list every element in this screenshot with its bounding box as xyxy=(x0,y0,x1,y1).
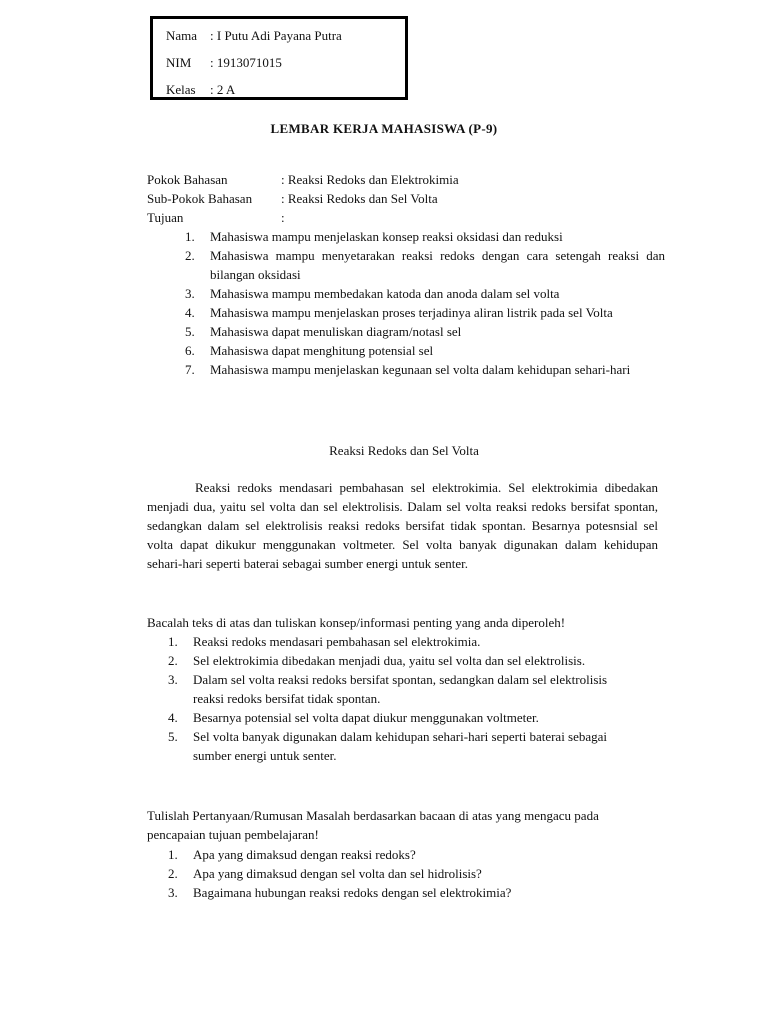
list-item: 1. Apa yang dimaksud dengan reaksi redoks? xyxy=(168,847,416,862)
informasi-list xyxy=(147,632,627,765)
meta-section xyxy=(147,170,667,227)
pokok-bahasan-label: Pokok Bahasan xyxy=(147,172,228,187)
list-item: 2. Sel elektrokimia dibedakan menjadi dua, yaitu sel volta dan sel elektrolisis. xyxy=(168,653,586,668)
pokok-bahasan-value: : Reaksi Redoks dan Elektrokimia xyxy=(281,172,459,187)
list-item: 3. Bagaimana hubungan reaksi redoks dengan sel elektrokimia? xyxy=(168,885,512,900)
nim-label: NIM xyxy=(166,55,192,70)
pokok-bahasan-row xyxy=(147,170,667,189)
nama-value: : I Putu Adi Payana Putra xyxy=(210,28,342,43)
kelas-label: Kelas xyxy=(166,82,196,97)
pertanyaan-list xyxy=(147,845,627,902)
list-item: 5. Mahasiswa dapat menuliskan diagram/notasl sel xyxy=(185,324,462,339)
student-identity-box xyxy=(150,16,408,100)
kelas-value: : 2 A xyxy=(210,82,236,97)
list-item: 6. Mahasiswa dapat menghitung potensial sel xyxy=(185,343,434,358)
nama-label: Nama xyxy=(166,28,198,43)
list-item: 4. Besarnya potensial sel volta dapat diukur menggunakan voltmeter. xyxy=(168,710,539,725)
sub-pokok-bahasan-label: Sub-Pokok Bahasan xyxy=(147,191,253,206)
list-item: 3. Mahasiswa mampu membedakan katoda dan anoda dalam sel volta xyxy=(185,286,560,301)
section-subtitle: Reaksi Redoks dan Sel Volta xyxy=(329,443,479,458)
sub-pokok-bahasan-row xyxy=(147,189,667,208)
tujuan-value: : xyxy=(281,210,285,225)
prompt-pertanyaan: Tulislah Pertanyaan/Rumusan Masalah berdasarkan bacaan di atas yang mengacu pada pencapaian tujuan pembelajaran! xyxy=(147,808,599,842)
list-item: 7. Mahasiswa mampu menjelaskan kegunaan sel volta dalam kehidupan sehari-hari xyxy=(185,362,631,377)
reading-paragraph: Reaksi redoks mendasari pembahasan sel elektrokimia. Sel elektrokimia dibedakan menjadi dua, yaitu sel volta dan sel elektrolisis. Dalam sel volta reaksi redoks bersifat spontan, sedangkan dalam sel elektrolisis reaksi redoks bersifat tidak spontan. Besarnya potesnsial sel volta dapat dikukur menggunakan voltmeter. Sel volta banyak digunakan dalam kehidupan sehari-hari seperti baterai sebagai sumber energi untuk senter. xyxy=(147,480,658,571)
list-item: 5. Sel volta banyak digunakan dalam kehidupan sehari-hari seperti baterai sebagai sumber energi untuk senter. xyxy=(168,729,608,763)
document-title: LEMBAR KERJA MAHASISWA (P-9) xyxy=(270,121,498,136)
tujuan-list xyxy=(147,227,665,379)
list-item: 1. Reaksi redoks mendasari pembahasan sel elektrokimia. xyxy=(168,634,481,649)
list-item: 3. Dalam sel volta reaksi redoks bersifat spontan, sedangkan dalam sel elektrolisis reaksi redoks bersifat tidak spontan. xyxy=(168,672,608,706)
list-item: 2. Apa yang dimaksud dengan sel volta dan sel hidrolisis? xyxy=(168,866,482,881)
sub-pokok-bahasan-value: : Reaksi Redoks dan Sel Volta xyxy=(281,191,438,206)
list-item: 1. Mahasiswa mampu menjelaskan konsep reaksi oksidasi dan reduksi xyxy=(185,229,563,244)
prompt-informasi: Bacalah teks di atas dan tuliskan konsep/informasi penting yang anda diperoleh! xyxy=(147,615,566,630)
list-item: 4. Mahasiswa mampu menjelaskan proses terjadinya aliran listrik pada sel Volta xyxy=(185,305,613,320)
list-item: 2. Mahasiswa mampu menyetarakan reaksi redoks dengan cara setengah reaksi dan bilangan oksidasi xyxy=(185,248,665,282)
tujuan-row xyxy=(147,208,667,227)
tujuan-label: Tujuan xyxy=(147,210,184,225)
nim-value: : 1913071015 xyxy=(210,55,282,70)
